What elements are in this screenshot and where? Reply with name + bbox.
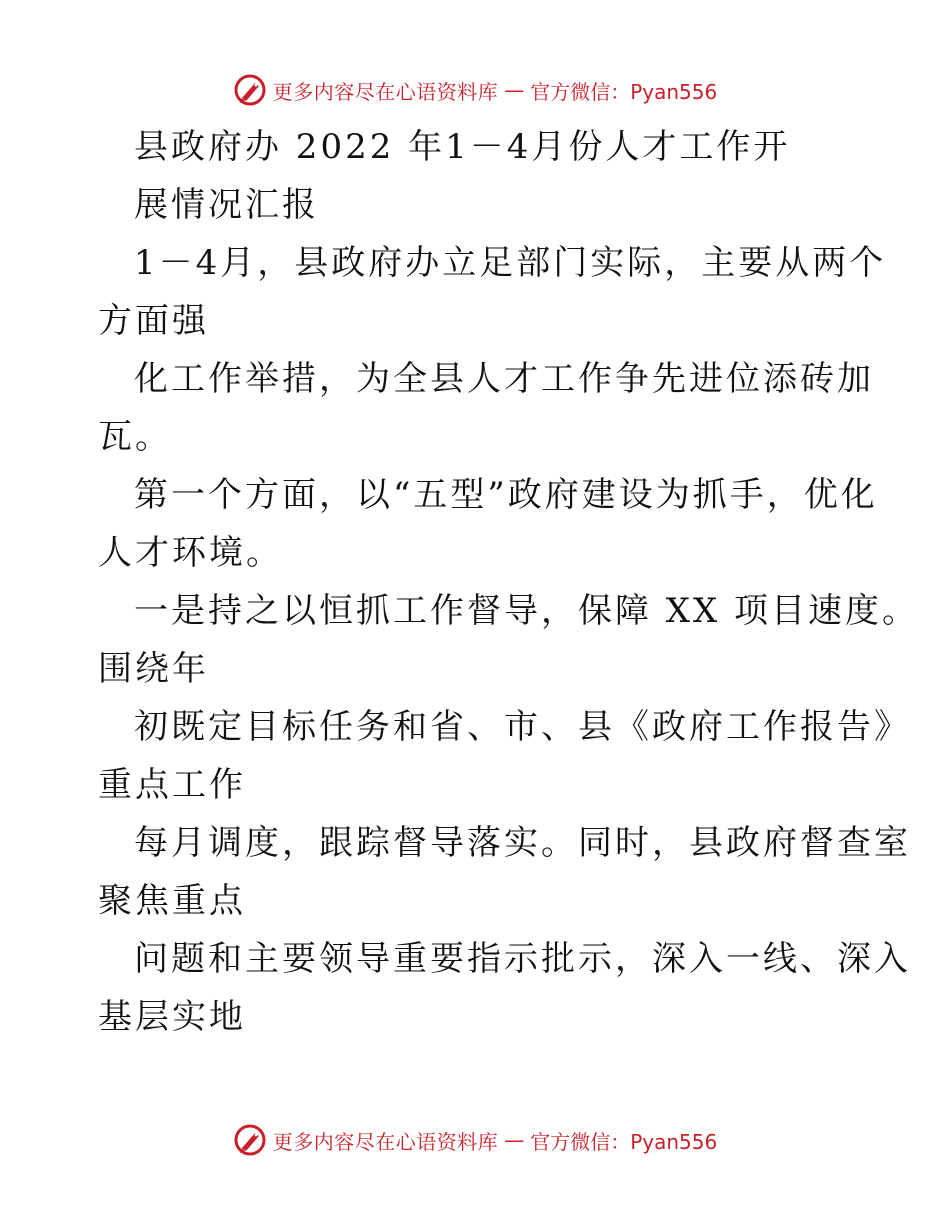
- text-line: 一是持之以恒抓工作督导，保障 XX 项目速度。: [134, 591, 920, 631]
- text-line: 化工作举措，为全县人才工作争先进位添砖加: [134, 359, 874, 399]
- pen-logo-icon: [233, 1123, 267, 1157]
- text-line: 方面强: [98, 301, 209, 341]
- text-line: 初既定目标任务和省、市、县《政府工作报告》: [134, 707, 911, 747]
- text-line: 第一个方面，以“五型”政府建设为抓手，优化: [134, 475, 878, 515]
- text-line: 每月调度，跟踪督导落实。同时，县政府督查室: [134, 823, 911, 863]
- watermark-wechat: 官方微信：Pyan556: [530, 1129, 718, 1154]
- text-line: 聚焦重点: [98, 881, 246, 921]
- watermark-text: 更多内容尽在心语资料库: [272, 1129, 499, 1154]
- footer-watermark: [0, 1120, 950, 1160]
- watermark-separator: —: [504, 1128, 525, 1152]
- text-line: 基层实地: [98, 997, 246, 1037]
- text-line: 1－4月，县政府办立足部门实际，主要从两个: [134, 243, 887, 283]
- text-line: 围绕年: [98, 649, 209, 689]
- header-watermark: [0, 70, 950, 110]
- title-line-2: 展情况汇报: [134, 185, 319, 225]
- document-body: [98, 118, 920, 1046]
- watermark-text: 更多内容尽在心语资料库: [272, 79, 499, 104]
- text-line: 重点工作: [98, 765, 246, 805]
- text-line: 问题和主要领导重要指示批示，深入一线、深入: [134, 939, 911, 979]
- watermark-wechat: 官方微信：Pyan556: [530, 79, 718, 104]
- pen-logo-icon: [233, 73, 267, 107]
- title-line-1: 县政府办 2022 年1－4月份人才工作开: [134, 127, 791, 167]
- text-line: 瓦。: [98, 417, 172, 457]
- text-line: 人才环境。: [98, 533, 283, 573]
- watermark-separator: —: [504, 78, 525, 102]
